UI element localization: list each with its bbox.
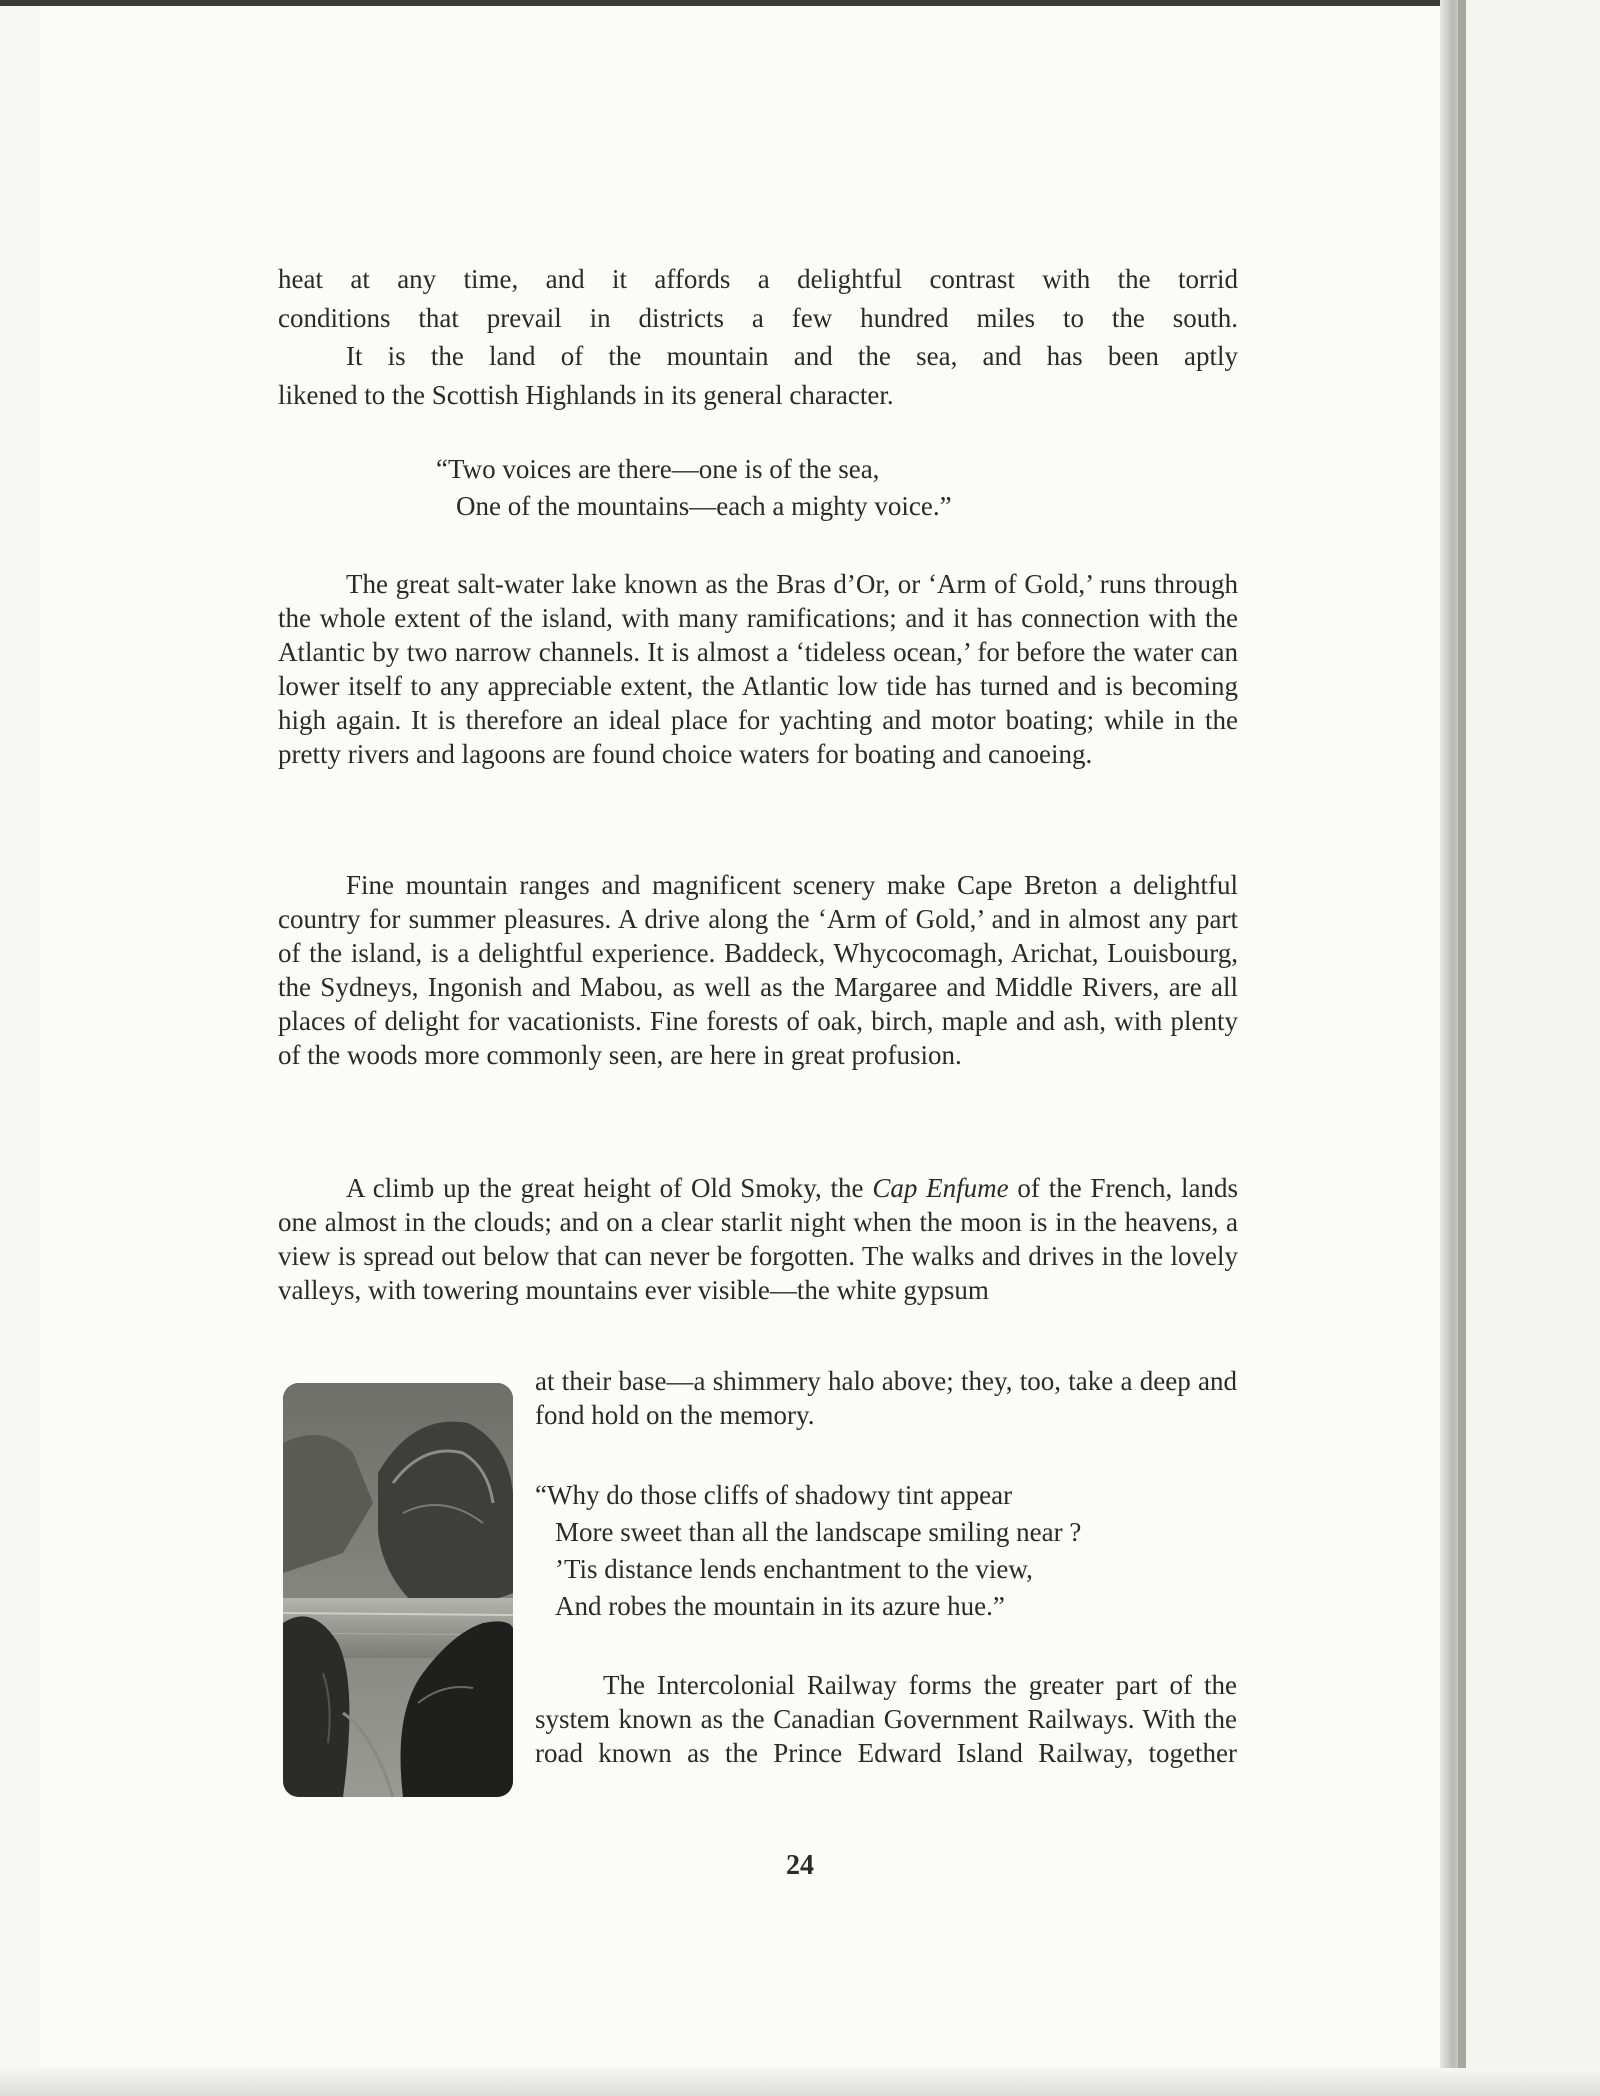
engraving-image [283, 1383, 513, 1797]
next-page-edge [1466, 0, 1600, 2096]
para5-rest: of the French, lands one almost in the clouds; and on a clear starlit night when the moon is in the heavens, a view is spread out below that can never be forgotten. The walks and drives in the lovely valleys, with towering mountains ever visible—the white gypsum [278, 1173, 1238, 1305]
para2-line-1: It is the land of the mountain and the sea, and has been aptly [346, 341, 1238, 371]
bottom-shadow [0, 2068, 1600, 2096]
para3: The great salt-water lake known as the Bras d’Or, or ‘Arm of Gold,’ runs through the whole extent of the island, with many ramifications; and it has connection with the Atlantic by two narrow channels. It is almost a ‘tideless ocean,’ for before the water can lower itself to any appreciable extent, the Atlantic low tide has turned and is becoming high again. It is therefore an ideal place for yachting and motor boating; while in the pretty rivers and lagoons are found choice waters for boating and canoeing. [278, 569, 1238, 769]
verse2-line-4: And robes the mountain in its azure hue.” [555, 1591, 1005, 1621]
para2-line-2: likened to the Scottish Highlands in its general character. [278, 380, 894, 410]
para5 [278, 1171, 1238, 1307]
verse1-line-1: “Two voices are there—one is of the sea, [436, 454, 880, 484]
verse1-line-2: One of the mountains—each a mighty voice.” [456, 491, 952, 521]
para6: The Intercolonial Railway forms the greater part of the system known as the Canadian Government Railways. With the road known as the Prince Edward Island Railway, together [535, 1670, 1237, 1768]
verse2-line-3: ’Tis distance lends enchantment to the view, [555, 1554, 1033, 1584]
mountain-cliff-illustration [283, 1383, 513, 1797]
binding-edge [1458, 0, 1466, 2096]
para4: Fine mountain ranges and magnificent scenery make Cape Breton a delightful country for summer pleasures. A drive along the ‘Arm of Gold,’ and in almost any part of the island, is a delightful experience. Baddeck, Whycocomagh, Arichat, Louisbourg, the Sydneys, Ingonish and Mabou, as well as the Margaree and Middle Rivers, are all places of delight for vacationists. Fine forests of oak, birch, maple and ash, with plenty of the woods more commonly seen, are here in great profusion. [278, 870, 1238, 1070]
verse2-line-2: More sweet than all the landscape smiling near ? [555, 1517, 1082, 1547]
para5-wrap: at their base—a shimmery halo above; they, too, take a deep and fond hold on the memory. [535, 1366, 1237, 1430]
para1-line-1: heat at any time, and it affords a delightful contrast with the torrid [278, 264, 1238, 294]
verse2-line-1: “Why do those cliffs of shadowy tint appear [535, 1480, 1013, 1510]
para1-line-2: conditions that prevail in districts a few hundred miles to the south. [278, 303, 1238, 333]
para5-italic: Cap Enfume [872, 1173, 1009, 1203]
para5-start: A climb up the great height of Old Smoky, the [346, 1173, 864, 1203]
top-edge [0, 0, 1468, 6]
page-number: 24 [786, 1850, 814, 1881]
